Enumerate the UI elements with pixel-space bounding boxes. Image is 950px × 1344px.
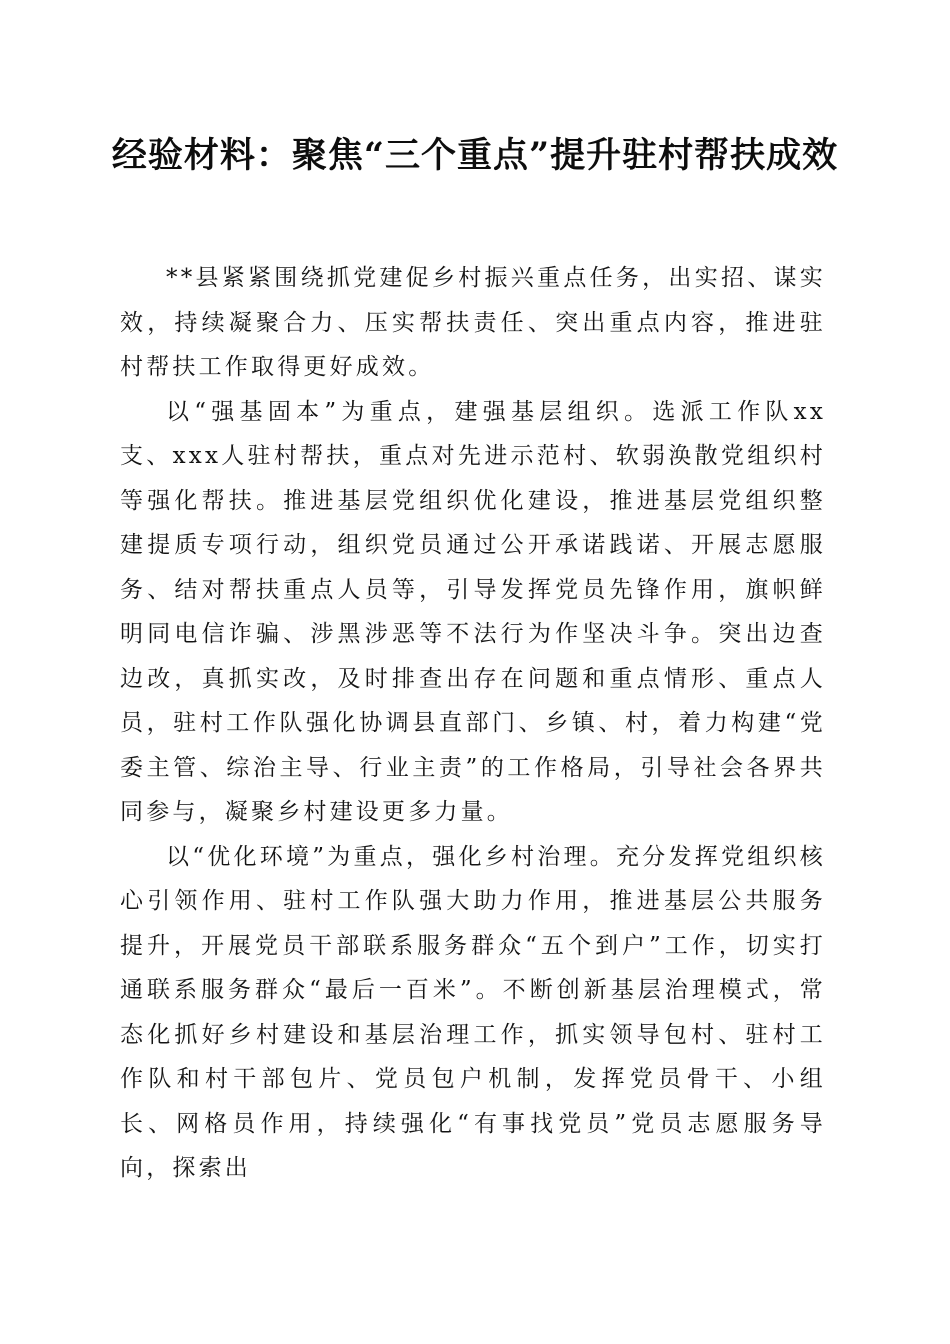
- paragraph-strengthen-foundation: 以“强基固本”为重点，建强基层组织。选派工作队xx支、xxx人驻村帮扶，重点对先进示范村、软弱涣散党组织村等强化帮扶。推进基层党组织优化建设，推进基层党组织整建提质专项行动，组织党员通过公开承诺践诺、开展志愿服务、结对帮扶重点人员等，引导发挥党员先锋作用，旗帜鲜明同电信诈骗、涉黑涉恶等不法行为作坚决斗争。突出边查边改，真抓实改，及时排查出存在问题和重点情形、重点人员，驻村工作队强化协调县直部门、乡镇、村，着力构建“党委主管、综治主导、行业主责”的工作格局，引导社会各界共同参与，凝聚乡村建设更多力量。: [120, 398, 826, 825]
- paragraph-optimize-environment: 以“优化环境”为重点，强化乡村治理。充分发挥党组织核心引领作用、驻村工作队强大助力作用，推进基层公共服务提升，开展党员干部联系服务群众“五个到户”工作，切实打通联系服务群众“最后一百米”。不断创新基层治理模式，常态化抓好乡村建设和基层治理工作，抓实领导包村、驻村工作队和村干部包片、党员包户机制，发挥党员骨干、小组长、网格员作用，持续强化“有事找党员”党员志愿服务导向，探索出: [120, 843, 826, 1181]
- document-title: 经验材料：聚焦“三个重点”提升驻村帮扶成效: [111, 135, 839, 176]
- paragraph-intro: **县紧紧围绕抓党建促乡村振兴重点任务，出实招、谋实效，持续凝聚合力、压实帮扶责任、突出重点内容，推进驻村帮扶工作取得更好成效。: [120, 265, 826, 380]
- document-body: [120, 256, 826, 1191]
